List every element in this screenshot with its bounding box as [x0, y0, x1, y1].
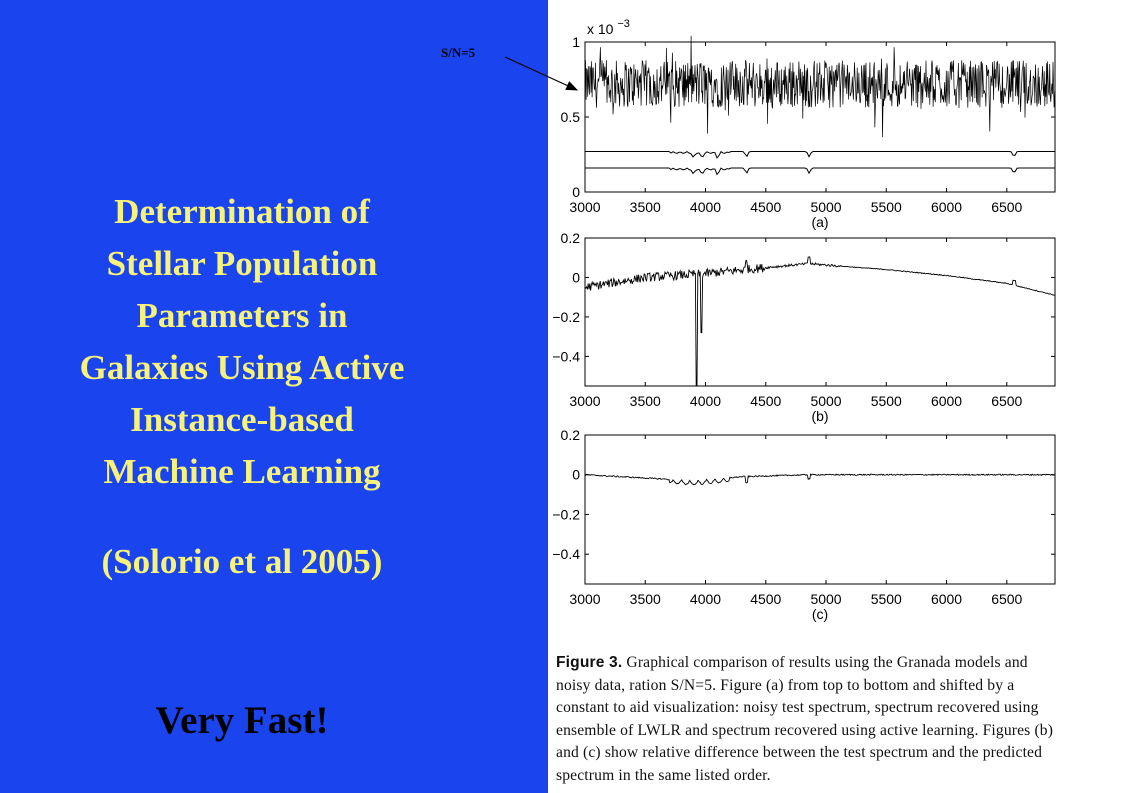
y-tick-label: 0: [572, 466, 580, 483]
figure-caption-text: Graphical comparison of results using the Granada models and noisy data, ration S/N=5. Figure (a) from top to bottom and shifted by a constant to aid visualization: noisy test spectrum, spectrum recovered using ensemble of LWLR and spectrum recovered using active learning. Figures (b) and (c) show relative difference between the test spectrum and the predicted spectrum in the same listed order.: [556, 654, 1054, 784]
x-tick-label: 3500: [629, 591, 661, 607]
title-line: Determination of: [114, 192, 370, 231]
x-tick-label: 4500: [750, 199, 782, 215]
x-tick-label: 6000: [930, 591, 963, 607]
y-tick-label: −0.4: [552, 546, 580, 563]
title-line: Stellar Population: [106, 244, 378, 283]
x-tick-label: 6000: [930, 199, 963, 215]
x-tick-label: 5000: [810, 199, 842, 215]
panel-label: (b): [811, 408, 829, 424]
x-tick-label: 4000: [689, 591, 722, 607]
citation: (Solorio et al 2005): [101, 542, 383, 581]
y-tick-label: 1: [572, 34, 580, 50]
y-tick-label: −0.2: [552, 308, 580, 325]
x-tick-label: 3500: [629, 199, 661, 215]
x-tick-label: 6500: [991, 591, 1023, 607]
x-tick-label: 3000: [569, 393, 601, 409]
y-tick-label: 0.2: [560, 427, 580, 443]
panel-label: (a): [811, 214, 829, 230]
figure-caption: [556, 652, 1066, 787]
y-tick-label: 0.5: [560, 109, 580, 125]
emphasis-text: Very Fast!: [155, 699, 329, 742]
y-tick-label: 0: [572, 184, 580, 200]
x-tick-label: 3000: [569, 199, 601, 215]
y-tick-label: 0.2: [560, 230, 580, 246]
title-line: Machine Learning: [103, 452, 381, 491]
title-line: Instance-based: [130, 400, 354, 439]
title-line: Parameters in: [136, 296, 348, 335]
x-tick-label: 5500: [870, 591, 902, 607]
figure-caption-label: Figure 3.: [556, 654, 623, 671]
x-tick-label: 6000: [930, 393, 963, 409]
x-tick-label: 6500: [991, 393, 1023, 409]
x-tick-label: 5500: [870, 393, 902, 409]
x-tick-label: 4000: [689, 393, 722, 409]
x-tick-label: 4000: [689, 199, 722, 215]
y-tick-label: −0.4: [552, 348, 580, 365]
sn-annotation-label: S/N=5: [441, 45, 476, 60]
x-tick-label: 5500: [870, 199, 902, 215]
x-tick-label: 3500: [629, 393, 661, 409]
slide-title: [22, 186, 462, 498]
y-tick-label: 0: [572, 269, 580, 286]
title-line: Galaxies Using Active: [79, 348, 405, 387]
panel-label: (c): [811, 606, 829, 622]
x-tick-label: 4500: [750, 591, 782, 607]
x-tick-label: 4500: [750, 393, 782, 409]
y-tick-label: −0.2: [552, 506, 580, 523]
x-tick-label: 6500: [991, 199, 1023, 215]
axis-multiplier: x 10 $^{-3}$: [587, 18, 630, 37]
x-tick-label: 3000: [569, 591, 601, 607]
axis-exponent: −3: [617, 18, 630, 30]
x-tick-label: 5000: [810, 393, 842, 409]
x-tick-label: 5000: [810, 591, 842, 607]
